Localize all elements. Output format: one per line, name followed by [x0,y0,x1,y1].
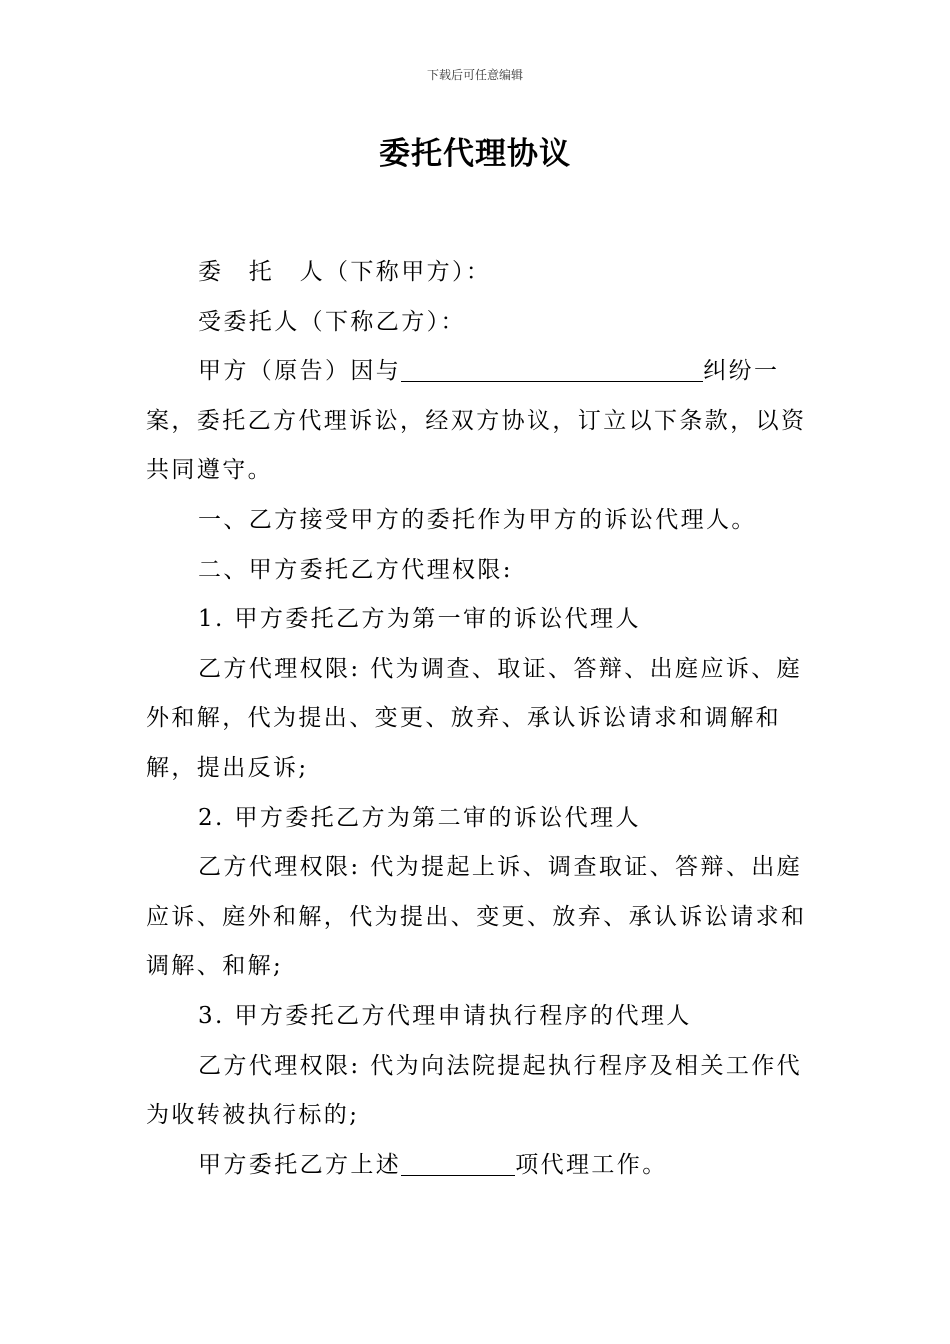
item-first-instance: 1. 甲方委托乙方为第一审的诉讼代理人 [198,606,641,633]
header-note: 下载后可任意编辑 [426,68,523,82]
clause-one: 一、乙方接受甲方的委托作为甲方的诉讼代理人。 [198,506,757,533]
dispute-party-blank [401,351,703,382]
clause-two: 二、甲方委托乙方代理权限: [198,556,513,583]
entrusted-items-paragraph [146,1141,808,1191]
case-text-after: 纠纷一案，委托乙方代理诉讼，经双方协议，订立以下条款，以资共同遵守。 [146,358,807,484]
case-text-before: 甲方（原告）因与 [198,358,402,385]
entrusted-text-after: 项代理工作。 [515,1151,668,1178]
item-count-blank [401,1145,515,1176]
case-paragraph [146,347,808,496]
entrusted-text-before: 甲方委托乙方上述 [198,1151,402,1178]
document-body [146,248,808,1190]
authority-second-instance: 乙方代理权限: 代为提起上诉、调查取证、答辩、出庭应诉、庭外和解，代为提出、变更、放弃、承认诉讼请求和调解、和解; [146,854,807,980]
agent-line: 受委托人（下称乙方）： [198,308,466,335]
item-enforcement: 3. 甲方委托乙方代理申请执行程序的代理人 [198,1002,692,1029]
authority-first-instance: 乙方代理权限: 代为调查、取证、答辩、出庭应诉、庭外和解，代为提出、变更、放弃、承认诉讼请求和调解和解，提出反诉; [146,655,803,781]
item-second-instance: 2. 甲方委托乙方为第二审的诉讼代理人 [198,804,641,831]
document-title: 委托代理协议 [379,136,571,172]
authority-enforcement: 乙方代理权限: 代为向法院提起执行程序及相关工作代为收转被执行标的; [146,1052,803,1129]
principal-line: 委 托 人（下称甲方）： [198,259,492,285]
